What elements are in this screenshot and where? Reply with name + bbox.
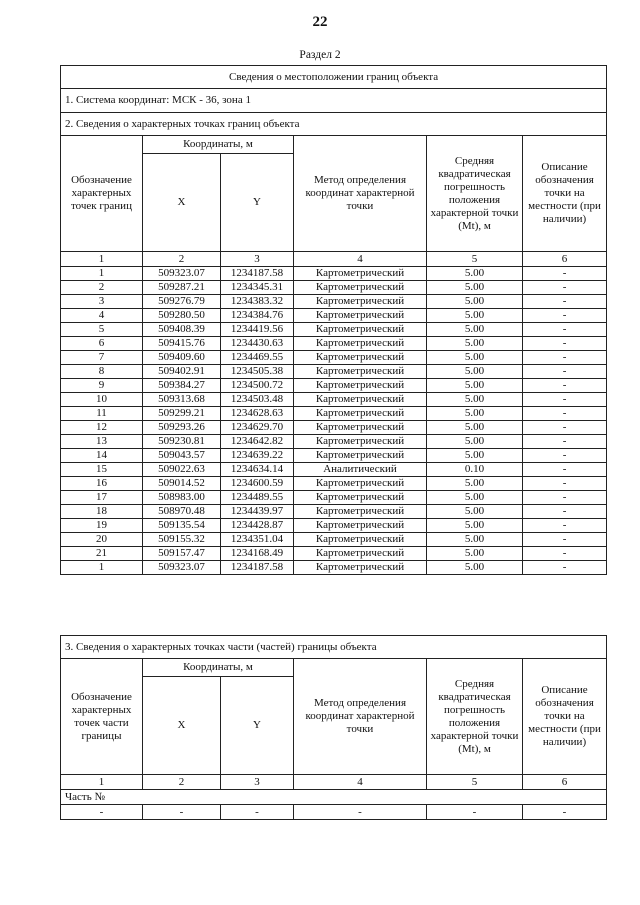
header-description: Описание обозначения точки на местности (при наличии) xyxy=(523,136,607,252)
point-accuracy: 5.00 xyxy=(427,309,523,323)
point-x: 509402.91 xyxy=(143,365,221,379)
header-accuracy: Средняя квадратическая погрешность положения характерной точки (Mt), м xyxy=(427,659,523,775)
part-cell: - xyxy=(523,805,607,820)
table-row xyxy=(61,267,607,281)
header-coordinates: Координаты, м xyxy=(143,136,294,154)
point-x: 509280.50 xyxy=(143,309,221,323)
point-x: 509293.26 xyxy=(143,421,221,435)
table-row xyxy=(61,309,607,323)
header-x: X xyxy=(143,677,221,775)
point-description: - xyxy=(523,407,607,421)
point-method: Картометрический xyxy=(294,547,427,561)
point-x: 508983.00 xyxy=(143,491,221,505)
point-x: 509313.68 xyxy=(143,393,221,407)
point-description: - xyxy=(523,421,607,435)
table-row xyxy=(61,407,607,421)
column-number: 2 xyxy=(143,252,221,267)
point-accuracy: 5.00 xyxy=(427,477,523,491)
point-method: Картометрический xyxy=(294,337,427,351)
point-y: 1234634.14 xyxy=(221,463,294,477)
table-row xyxy=(61,463,607,477)
point-number: 14 xyxy=(61,449,143,463)
point-x: 509135.54 xyxy=(143,519,221,533)
point-description: - xyxy=(523,449,607,463)
header-y: Y xyxy=(221,677,294,775)
table-row xyxy=(61,281,607,295)
point-number: 8 xyxy=(61,365,143,379)
point-accuracy: 5.00 xyxy=(427,393,523,407)
point-y: 1234187.58 xyxy=(221,267,294,281)
point-y: 1234600.59 xyxy=(221,477,294,491)
point-accuracy: 5.00 xyxy=(427,533,523,547)
point-description: - xyxy=(523,519,607,533)
column-number: 4 xyxy=(294,775,427,790)
point-description: - xyxy=(523,533,607,547)
table-row xyxy=(61,435,607,449)
point-x: 509287.21 xyxy=(143,281,221,295)
column-number: 4 xyxy=(294,252,427,267)
point-method: Аналитический xyxy=(294,463,427,477)
table-row xyxy=(61,351,607,365)
point-accuracy: 5.00 xyxy=(427,281,523,295)
table-row xyxy=(61,295,607,309)
point-description: - xyxy=(523,477,607,491)
point-number: 13 xyxy=(61,435,143,449)
point-accuracy: 5.00 xyxy=(427,351,523,365)
point-x: 509230.81 xyxy=(143,435,221,449)
point-accuracy: 5.00 xyxy=(427,491,523,505)
point-method: Картометрический xyxy=(294,295,427,309)
point-accuracy: 0.10 xyxy=(427,463,523,477)
boundary-points-table xyxy=(60,65,607,575)
table-row xyxy=(61,365,607,379)
point-y: 1234428.87 xyxy=(221,519,294,533)
point-x: 509022.63 xyxy=(143,463,221,477)
point-y: 1234430.63 xyxy=(221,337,294,351)
point-description: - xyxy=(523,267,607,281)
column-number: 2 xyxy=(143,775,221,790)
table-row xyxy=(61,533,607,547)
header-y: Y xyxy=(221,154,294,252)
point-x: 509014.52 xyxy=(143,477,221,491)
header-point-designation-part: Обозначение характерных точек части границы xyxy=(61,659,143,775)
point-y: 1234503.48 xyxy=(221,393,294,407)
point-x: 509415.76 xyxy=(143,337,221,351)
column-number: 5 xyxy=(427,252,523,267)
table-row xyxy=(61,477,607,491)
point-description: - xyxy=(523,393,607,407)
table-row xyxy=(61,505,607,519)
point-method: Картометрический xyxy=(294,477,427,491)
part-cell: - xyxy=(427,805,523,820)
header-x: X xyxy=(143,154,221,252)
point-number: 5 xyxy=(61,323,143,337)
point-y: 1234469.55 xyxy=(221,351,294,365)
main-title: Сведения о местоположении границ объекта xyxy=(61,66,607,89)
point-y: 1234419.56 xyxy=(221,323,294,337)
point-method: Картометрический xyxy=(294,393,427,407)
point-description: - xyxy=(523,505,607,519)
point-y: 1234639.22 xyxy=(221,449,294,463)
table-row xyxy=(61,805,607,820)
part-cell: - xyxy=(143,805,221,820)
point-number: 16 xyxy=(61,477,143,491)
page-number: 22 xyxy=(312,14,328,30)
column-number: 1 xyxy=(61,775,143,790)
column-number: 5 xyxy=(427,775,523,790)
point-description: - xyxy=(523,295,607,309)
point-x: 509299.21 xyxy=(143,407,221,421)
table-row xyxy=(61,421,607,435)
point-number: 4 xyxy=(61,309,143,323)
point-method: Картометрический xyxy=(294,533,427,547)
point-x: 509409.60 xyxy=(143,351,221,365)
point-method: Картометрический xyxy=(294,281,427,295)
point-description: - xyxy=(523,337,607,351)
point-accuracy: 5.00 xyxy=(427,435,523,449)
point-y: 1234505.38 xyxy=(221,365,294,379)
column-number: 6 xyxy=(523,775,607,790)
point-number: 1 xyxy=(61,267,143,281)
header-accuracy: Средняя квадратическая погрешность положения характерной точки (Mt), м xyxy=(427,136,523,252)
point-description: - xyxy=(523,365,607,379)
table-row xyxy=(61,547,607,561)
point-y: 1234489.55 xyxy=(221,491,294,505)
point-method: Картометрический xyxy=(294,519,427,533)
point-accuracy: 5.00 xyxy=(427,519,523,533)
column-number: 3 xyxy=(221,775,294,790)
point-number: 3 xyxy=(61,295,143,309)
column-number: 1 xyxy=(61,252,143,267)
point-y: 1234439.97 xyxy=(221,505,294,519)
point-y: 1234384.76 xyxy=(221,309,294,323)
part-cell: - xyxy=(294,805,427,820)
point-x: 508970.48 xyxy=(143,505,221,519)
point-number: 10 xyxy=(61,393,143,407)
block3-title: 3. Сведения о характерных точках части (частей) границы объекта xyxy=(61,636,607,659)
column-numbers-row xyxy=(61,775,607,790)
point-method: Картометрический xyxy=(294,309,427,323)
point-description: - xyxy=(523,379,607,393)
point-method: Картометрический xyxy=(294,351,427,365)
point-description: - xyxy=(523,547,607,561)
point-number: 18 xyxy=(61,505,143,519)
part-cell: - xyxy=(221,805,294,820)
table-row xyxy=(61,491,607,505)
header-point-designation: Обозначение характерных точек границ xyxy=(61,136,143,252)
point-description: - xyxy=(523,281,607,295)
point-y: 1234351.04 xyxy=(221,533,294,547)
coord-system: 1. Система координат: МСК - 36, зона 1 xyxy=(61,89,607,113)
point-accuracy: 5.00 xyxy=(427,379,523,393)
table-row xyxy=(61,379,607,393)
point-accuracy: 5.00 xyxy=(427,365,523,379)
point-accuracy: 5.00 xyxy=(427,337,523,351)
table-row xyxy=(61,519,607,533)
point-method: Картометрический xyxy=(294,505,427,519)
table-row xyxy=(61,393,607,407)
point-number: 19 xyxy=(61,519,143,533)
point-y: 1234642.82 xyxy=(221,435,294,449)
block2-title: 2. Сведения о характерных точках границ объекта xyxy=(61,113,607,136)
point-y: 1234500.72 xyxy=(221,379,294,393)
part-cell: - xyxy=(61,805,143,820)
point-accuracy: 5.00 xyxy=(427,421,523,435)
header-method: Метод определения координат характерной точки xyxy=(294,659,427,775)
point-accuracy: 5.00 xyxy=(427,267,523,281)
point-y: 1234383.32 xyxy=(221,295,294,309)
point-accuracy: 5.00 xyxy=(427,547,523,561)
point-x: 509323.07 xyxy=(143,267,221,281)
column-numbers-row xyxy=(61,252,607,267)
point-description: - xyxy=(523,323,607,337)
point-number: 6 xyxy=(61,337,143,351)
point-method: Картометрический xyxy=(294,267,427,281)
point-number: 1 xyxy=(61,561,143,575)
point-y: 1234345.31 xyxy=(221,281,294,295)
table-row xyxy=(61,449,607,463)
point-y: 1234168.49 xyxy=(221,547,294,561)
section-label: Раздел 2 xyxy=(299,49,341,61)
point-number: 17 xyxy=(61,491,143,505)
point-number: 20 xyxy=(61,533,143,547)
header-description: Описание обозначения точки на местности (при наличии) xyxy=(523,659,607,775)
point-description: - xyxy=(523,351,607,365)
table-row xyxy=(61,323,607,337)
point-method: Картометрический xyxy=(294,407,427,421)
point-number: 2 xyxy=(61,281,143,295)
point-x: 509157.47 xyxy=(143,547,221,561)
point-y: 1234629.70 xyxy=(221,421,294,435)
point-method: Картометрический xyxy=(294,323,427,337)
point-description: - xyxy=(523,463,607,477)
column-number: 3 xyxy=(221,252,294,267)
point-number: 11 xyxy=(61,407,143,421)
point-x: 509276.79 xyxy=(143,295,221,309)
point-description: - xyxy=(523,561,607,575)
column-number: 6 xyxy=(523,252,607,267)
point-method: Картометрический xyxy=(294,379,427,393)
point-number: 7 xyxy=(61,351,143,365)
point-accuracy: 5.00 xyxy=(427,505,523,519)
point-method: Картометрический xyxy=(294,365,427,379)
point-method: Картометрический xyxy=(294,435,427,449)
header-coordinates: Координаты, м xyxy=(143,659,294,677)
table-row xyxy=(61,337,607,351)
header-method: Метод определения координат характерной точки xyxy=(294,136,427,252)
point-number: 15 xyxy=(61,463,143,477)
point-y: 1234187.58 xyxy=(221,561,294,575)
point-accuracy: 5.00 xyxy=(427,407,523,421)
point-x: 509155.32 xyxy=(143,533,221,547)
point-x: 509384.27 xyxy=(143,379,221,393)
point-accuracy: 5.00 xyxy=(427,295,523,309)
point-x: 509323.07 xyxy=(143,561,221,575)
point-x: 509408.39 xyxy=(143,323,221,337)
point-number: 12 xyxy=(61,421,143,435)
point-description: - xyxy=(523,435,607,449)
point-method: Картометрический xyxy=(294,491,427,505)
point-number: 21 xyxy=(61,547,143,561)
point-description: - xyxy=(523,491,607,505)
point-accuracy: 5.00 xyxy=(427,449,523,463)
part-label: Часть № xyxy=(61,790,607,805)
point-accuracy: 5.00 xyxy=(427,323,523,337)
table-row xyxy=(61,561,607,575)
part-points-table xyxy=(60,635,607,820)
point-x: 509043.57 xyxy=(143,449,221,463)
point-method: Картометрический xyxy=(294,421,427,435)
point-y: 1234628.63 xyxy=(221,407,294,421)
point-method: Картометрический xyxy=(294,561,427,575)
point-method: Картометрический xyxy=(294,449,427,463)
point-description: - xyxy=(523,309,607,323)
point-accuracy: 5.00 xyxy=(427,561,523,575)
point-number: 9 xyxy=(61,379,143,393)
